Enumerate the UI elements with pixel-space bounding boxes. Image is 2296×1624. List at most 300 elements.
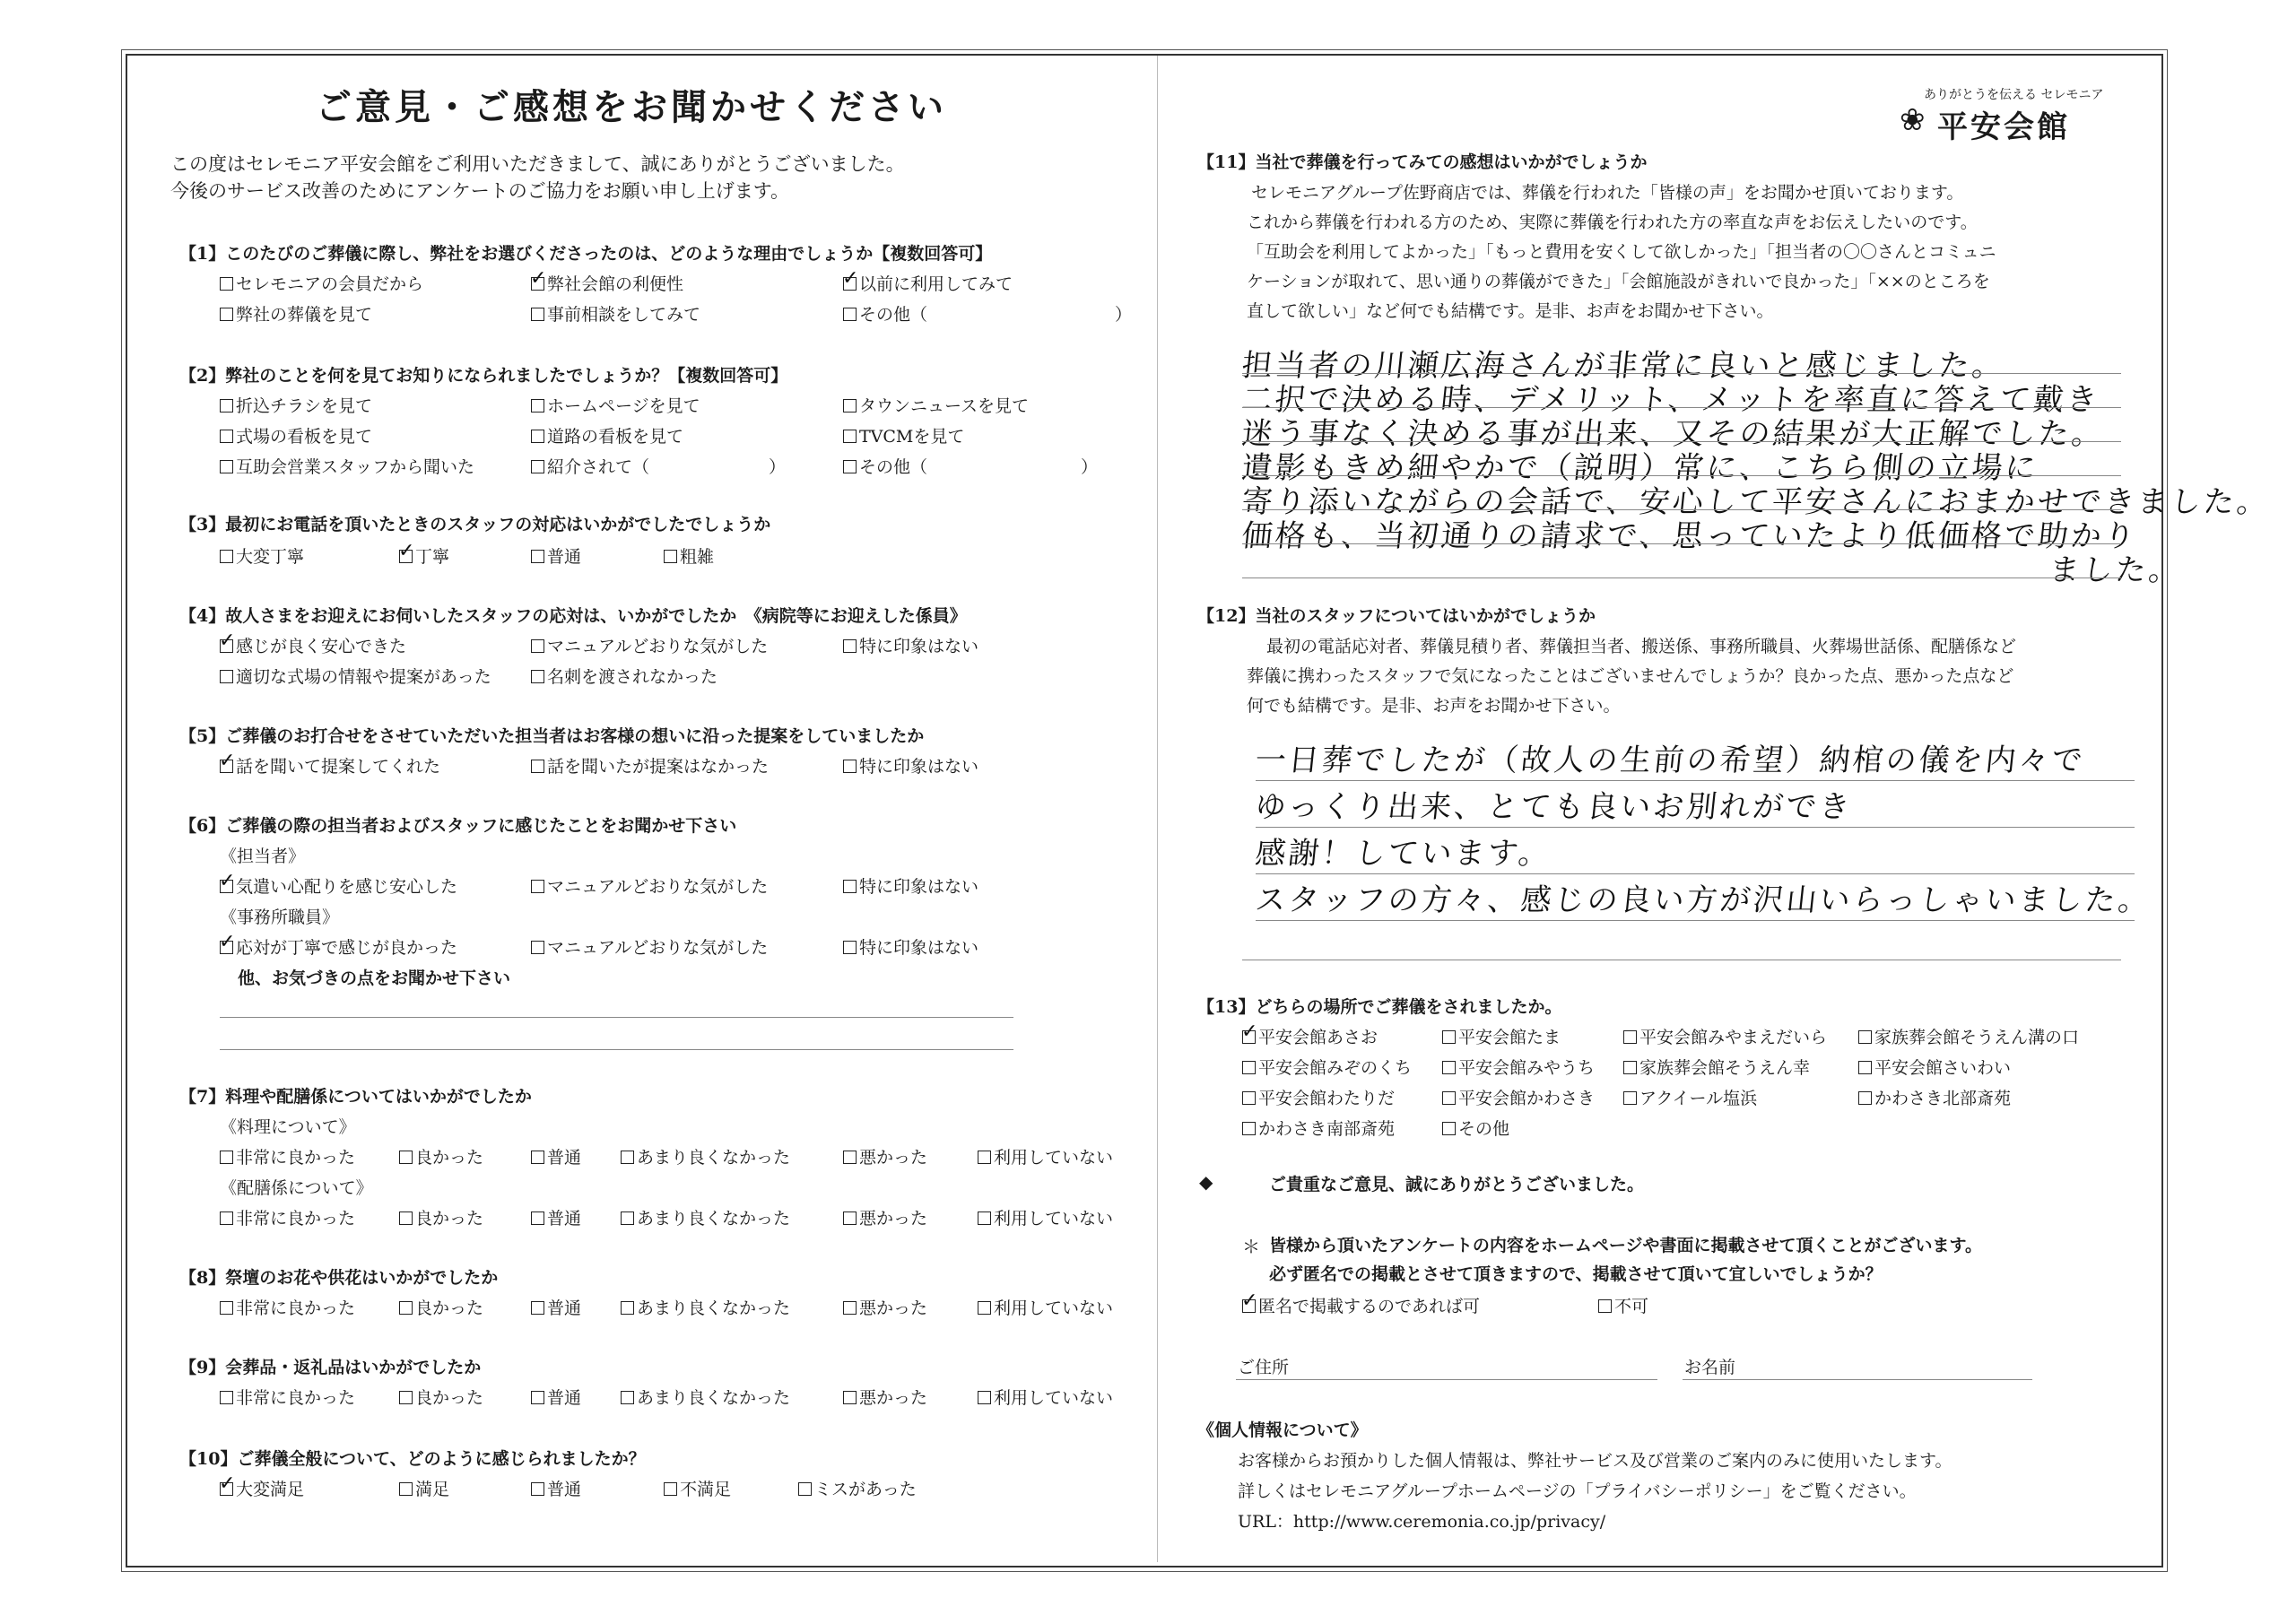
q7b-rating-3-checkbox[interactable] xyxy=(531,1211,544,1225)
q5-option-1[interactable] xyxy=(220,753,440,777)
q1-option-3-label: 以前に利用してみて xyxy=(859,274,1013,294)
q7b-rating-4-label: あまり良くなかった xyxy=(637,1209,791,1229)
q9-rating-4-label: あまり良くなかった xyxy=(637,1388,791,1408)
q8-rating-2-label: 良かった xyxy=(415,1298,484,1318)
q8-rating-4-checkbox[interactable] xyxy=(621,1301,634,1315)
q7a-rating-6-checkbox[interactable] xyxy=(978,1151,991,1164)
q13-option-2-label: 平安会館たま xyxy=(1458,1028,1561,1047)
publish-line-2: 必ず匿名での掲載とさせて頂きますので、掲載させて頂いて宜しいでしょうか？ xyxy=(1269,1264,1883,1284)
publish-no-option[interactable] xyxy=(1598,1293,1648,1317)
q5-option-1-label: 話を聞いて提案してくれた xyxy=(236,757,441,777)
q10-option-1-label: 大変満足 xyxy=(236,1480,305,1499)
q9-rating-4[interactable] xyxy=(621,1385,790,1409)
q10-option-1[interactable] xyxy=(220,1476,304,1500)
q8-rating-3[interactable] xyxy=(531,1295,581,1319)
q13-option-10[interactable] xyxy=(1442,1085,1595,1109)
q7-sub2: 《配膳係について》 xyxy=(220,1178,373,1198)
q8-rating-5-checkbox[interactable] xyxy=(843,1301,857,1315)
q10-option-3-checkbox[interactable] xyxy=(531,1482,544,1496)
q13-option-8-checkbox[interactable] xyxy=(1858,1061,1872,1074)
publish-no-checkbox[interactable] xyxy=(1598,1299,1612,1313)
q13-option-7-checkbox[interactable] xyxy=(1623,1061,1637,1074)
q6a-option-3-label: 特に印象はない xyxy=(859,877,979,897)
q4-option-1-checkbox[interactable] xyxy=(220,639,233,653)
q9-label: 【9】会葬品・返礼品はいかがでしたか xyxy=(179,1358,482,1377)
q7b-rating-5-label: 悪かった xyxy=(859,1209,928,1229)
q13-option-4[interactable] xyxy=(1858,1024,2079,1048)
q1-option-5[interactable] xyxy=(531,301,700,326)
q7b-rating-1[interactable] xyxy=(220,1205,355,1229)
q7b-rating-3[interactable] xyxy=(531,1205,581,1229)
q6a-option-3[interactable] xyxy=(843,873,978,898)
diamond-icon: ◆ xyxy=(1199,1171,1213,1193)
privacy-url[interactable]: URL：http://www.ceremonia.co.jp/privacy/ xyxy=(1238,1512,1606,1532)
q10-option-2-label: 満足 xyxy=(415,1480,450,1499)
q1-option-4-checkbox[interactable] xyxy=(220,308,233,321)
q12hand-rule-4 xyxy=(1256,920,2135,921)
q7a-rating-6[interactable] xyxy=(978,1144,1113,1168)
q8-rating-2-checkbox[interactable] xyxy=(399,1301,413,1315)
q1-label: 【1】このたびのご葬儀に際し、弊社をお選びくださったのは、どのような理由でしょうか【複数回答可】 xyxy=(179,244,993,264)
q13-option-2-checkbox[interactable] xyxy=(1442,1030,1456,1044)
q8-rating-1[interactable] xyxy=(220,1295,355,1319)
q10-option-5[interactable] xyxy=(798,1476,917,1500)
q13-option-6-checkbox[interactable] xyxy=(1442,1061,1456,1074)
q3-option-1-label: 大変丁寧 xyxy=(236,547,305,567)
q13-option-6-label: 平安会館みやうち xyxy=(1458,1058,1596,1078)
q7a-rating-1-checkbox[interactable] xyxy=(220,1151,233,1164)
privacy-heading: 《個人情報について》 xyxy=(1197,1420,1368,1440)
intro-line-2: 今後のサービス改善のためにアンケートのご協力をお願い申し上げます。 xyxy=(170,180,790,202)
q1-option-6-label: その他（ ） xyxy=(859,305,1133,325)
q13-option-1-checkbox[interactable] xyxy=(1242,1030,1256,1044)
q8-rating-2[interactable] xyxy=(399,1295,483,1319)
q10-option-4-label: 不満足 xyxy=(680,1480,732,1499)
q13-option-4-checkbox[interactable] xyxy=(1858,1030,1872,1044)
q10-option-3[interactable] xyxy=(531,1476,581,1500)
q2-option-7-checkbox[interactable] xyxy=(220,460,233,473)
q1-option-2-checkbox[interactable] xyxy=(531,277,544,291)
q9-rating-5[interactable] xyxy=(843,1385,927,1409)
q7b-rating-4[interactable] xyxy=(621,1205,790,1229)
q2-option-4-checkbox[interactable] xyxy=(220,430,233,443)
q8-rating-3-label: 普通 xyxy=(547,1298,582,1318)
q13-option-9-checkbox[interactable] xyxy=(1242,1091,1256,1105)
q1-option-3[interactable] xyxy=(843,271,1013,295)
q8-rating-6[interactable] xyxy=(978,1295,1113,1319)
q9-rating-3-label: 普通 xyxy=(547,1388,582,1408)
q13-option-11[interactable] xyxy=(1623,1085,1757,1109)
q12desc-line-3: 何でも結構です。是非、お声をお聞かせ下さい。 xyxy=(1247,696,1621,716)
q7a-rating-4[interactable] xyxy=(621,1144,790,1168)
q11hand-rule-6 xyxy=(1242,543,2121,544)
q8-rating-1-label: 非常に良かった xyxy=(236,1298,356,1318)
thanks-text: ご貴重なご意見、誠にありがとうございました。 xyxy=(1269,1175,1645,1194)
q1-option-1-label: セレモニアの会員だから xyxy=(236,274,424,294)
q6b-option-3-label: 特に印象はない xyxy=(859,938,979,958)
q12desc-line-1: 最初の電話応対者、葬儀見積り者、葬儀担当者、搬送係、事務所職員、火葬場世話係、配膳係など xyxy=(1266,637,2017,656)
q7a-rating-5-label: 悪かった xyxy=(859,1148,928,1168)
q6b-option-2-checkbox[interactable] xyxy=(531,941,544,954)
q2-option-1-label: 折込チラシを見て xyxy=(236,396,373,416)
privacy-line-1: お客様からお預かりした個人情報は、弊社サービス及び営業のご案内のみに使用いたします。 xyxy=(1238,1451,1952,1471)
q4-option-5-label: 名刺を渡されなかった xyxy=(547,667,718,687)
q6-write-line-1 xyxy=(220,1017,1013,1018)
q8-rating-1-checkbox[interactable] xyxy=(220,1301,233,1315)
q11hand-rule-1 xyxy=(1242,373,2121,374)
q5-option-1-checkbox[interactable] xyxy=(220,760,233,773)
q2-option-9-label: その他（ ） xyxy=(859,457,1099,477)
q9-rating-6-label: 利用していない xyxy=(994,1388,1114,1408)
q13-option-8-label: 平安会館さいわい xyxy=(1874,1058,2012,1078)
q2-label: 【2】弊社のことを何を見てお知りになられましたでしょうか？【複数回答可】 xyxy=(179,366,788,386)
q7-sub1: 《料理について》 xyxy=(220,1117,356,1137)
q3-option-3[interactable] xyxy=(531,543,581,568)
q7-label: 【7】料理や配膳係についてはいかがでしたか xyxy=(179,1087,532,1107)
logo-tagline: ありがとうを伝える セレモニア xyxy=(1924,88,2104,102)
q13-option-4-label: 家族葬会館そうえん溝の口 xyxy=(1874,1028,2080,1047)
page-fold xyxy=(1157,56,1158,1562)
q7b-rating-6-label: 利用していない xyxy=(994,1209,1114,1229)
q4-option-5-checkbox[interactable] xyxy=(531,670,544,683)
name-field[interactable] xyxy=(1683,1379,2032,1380)
q13-option-3-checkbox[interactable] xyxy=(1623,1030,1637,1044)
q1-option-2-label: 弊社会館の利便性 xyxy=(547,274,684,294)
q3-option-3-label: 普通 xyxy=(547,547,582,567)
q7b-rating-1-checkbox[interactable] xyxy=(220,1211,233,1225)
q5-option-3-label: 特に印象はない xyxy=(859,757,979,777)
q9-rating-6-checkbox[interactable] xyxy=(978,1391,991,1404)
q4-option-5[interactable] xyxy=(531,664,718,688)
q13-option-9[interactable] xyxy=(1242,1085,1395,1109)
q11-label: 【11】当社で葬儀を行ってみての感想はいかがでしょうか xyxy=(1197,152,1648,172)
privacy-line-2: 詳しくはセレモニアグループホームページの「プライバシーポリシー」をご覧ください。 xyxy=(1238,1481,1917,1501)
q3-option-4-label: 粗雑 xyxy=(680,547,715,567)
q5-option-3-checkbox[interactable] xyxy=(843,760,857,773)
q6b-option-1[interactable] xyxy=(220,934,457,959)
q1-option-5-label: 事前相談をしてみて xyxy=(547,305,701,325)
q13-option-2[interactable] xyxy=(1442,1024,1561,1048)
q2-option-9-checkbox[interactable] xyxy=(843,460,857,473)
q4-option-1[interactable] xyxy=(220,633,406,657)
q2-option-7[interactable] xyxy=(220,454,474,478)
q7a-rating-2[interactable] xyxy=(399,1144,483,1168)
page-title: ご意見・ご感想をお聞かせください xyxy=(316,86,947,128)
q11handwriting-line-3: 迷う事なく決める事が出来、又その結果が大正解でした。 xyxy=(1239,416,2107,452)
q3-option-2-checkbox[interactable] xyxy=(399,550,413,563)
q2-option-1-checkbox[interactable] xyxy=(220,399,233,413)
q6a-option-2[interactable] xyxy=(531,873,768,898)
q7b-rating-3-label: 普通 xyxy=(547,1209,582,1229)
q11desc-line-2: これから葬儀を行われる方のため、実際に葬儀を行われた方の率直な声をお伝えしたいのです。 xyxy=(1247,213,1978,232)
q4-option-3-checkbox[interactable] xyxy=(843,639,857,653)
q1-option-4-label: 弊社の葬儀を見て xyxy=(236,305,373,325)
q1-option-4[interactable] xyxy=(220,301,372,326)
q12-label: 【12】当社のスタッフについてはいかがでしょうか xyxy=(1197,606,1596,626)
q5-option-2[interactable] xyxy=(531,753,769,777)
q10-option-4-checkbox[interactable] xyxy=(664,1482,677,1496)
q11hand-rule-2 xyxy=(1242,407,2121,408)
q8-rating-4-label: あまり良くなかった xyxy=(637,1298,791,1318)
q13-option-3-label: 平安会館みやまえだいら xyxy=(1639,1028,1828,1047)
q5-label: 【5】ご葬儀のお打合せをさせていただいた担当者はお客様の想いに沿った提案をしていましたか xyxy=(179,726,925,746)
q1-option-6-checkbox[interactable] xyxy=(843,308,857,321)
q9-rating-1[interactable] xyxy=(220,1385,355,1409)
q7a-rating-1-label: 非常に良かった xyxy=(236,1148,356,1168)
q2-option-3-checkbox[interactable] xyxy=(843,399,857,413)
q12hand-rule-2 xyxy=(1256,827,2135,828)
q2-option-6[interactable] xyxy=(843,423,964,447)
q9-rating-6[interactable] xyxy=(978,1385,1113,1409)
q9-rating-1-label: 非常に良かった xyxy=(236,1388,356,1408)
q7b-rating-4-checkbox[interactable] xyxy=(621,1211,634,1225)
q7b-rating-2[interactable] xyxy=(399,1205,483,1229)
q2-option-8-label: 紹介されて（ ） xyxy=(547,457,787,477)
q10-option-2[interactable] xyxy=(399,1476,449,1500)
q2-option-5-checkbox[interactable] xyxy=(531,430,544,443)
q13-option-10-checkbox[interactable] xyxy=(1442,1091,1456,1105)
q13-option-14-checkbox[interactable] xyxy=(1442,1122,1456,1135)
q12handwriting-line-2: ゆっくり出来、とても良いお別れができ xyxy=(1253,789,1855,825)
q3-option-4-checkbox[interactable] xyxy=(664,550,677,563)
q4-option-3[interactable] xyxy=(843,633,978,657)
q13-option-10-label: 平安会館かわさき xyxy=(1458,1089,1596,1108)
q10-option-5-label: ミスがあった xyxy=(814,1480,917,1499)
q13-option-13-checkbox[interactable] xyxy=(1242,1122,1256,1135)
q9-rating-4-checkbox[interactable] xyxy=(621,1391,634,1404)
q2-option-4[interactable] xyxy=(220,423,372,447)
q11desc-line-1: セレモニアグループ佐野商店では、葬儀を行われた「皆様の声」をお聞かせ頂いております。 xyxy=(1251,183,1964,203)
q11hand-rule-4 xyxy=(1242,475,2121,476)
q11desc-line-5: 直して欲しい」など何でも結構です。是非、お声をお聞かせ下さい。 xyxy=(1247,301,1774,321)
q13-label: 【13】どちらの場所でご葬儀をされましたか。 xyxy=(1197,997,1562,1017)
q11handwriting-line-1: 担当者の川瀬広海さんが非常に良いと感じました。 xyxy=(1239,348,2007,384)
q9-rating-5-label: 悪かった xyxy=(859,1388,928,1408)
q6a-option-1[interactable] xyxy=(220,873,457,898)
q2-option-3-label: タウンニュースを見て xyxy=(859,396,1030,416)
q13-option-13[interactable] xyxy=(1242,1116,1395,1140)
q1-option-6[interactable] xyxy=(843,301,1132,326)
q6a-option-3-checkbox[interactable] xyxy=(843,880,857,893)
intro-line-1: この度はセレモニア平安会館をご利用いただきまして、誠にありがとうございました。 xyxy=(170,153,905,175)
q9-rating-2-checkbox[interactable] xyxy=(399,1391,413,1404)
q11desc-line-3: 「互助会を利用してよかった」「もっと費用を安くして欲しかった」「担当者の〇〇さんとコミュニ xyxy=(1247,242,1996,262)
q11handwriting-line-4: 遺影もきめ細やかで（説明）常に、こちら側の立場に xyxy=(1239,450,2040,486)
q11handwriting-line-7: ました。 xyxy=(2047,552,2184,588)
q7a-rating-3-label: 普通 xyxy=(547,1148,582,1168)
q2-option-7-label: 互助会営業スタッフから聞いた xyxy=(236,457,475,477)
q3-option-2[interactable] xyxy=(399,543,449,568)
q4-option-4[interactable] xyxy=(220,664,491,688)
q13-option-14[interactable] xyxy=(1442,1116,1509,1140)
q5-option-2-checkbox[interactable] xyxy=(531,760,544,773)
q7a-rating-6-label: 利用していない xyxy=(994,1148,1114,1168)
q7b-rating-5[interactable] xyxy=(843,1205,927,1229)
q13-option-5-checkbox[interactable] xyxy=(1242,1061,1256,1074)
publish-line-1: 皆様から頂いたアンケートの内容をホームページや書面に掲載させて頂くことがございます。 xyxy=(1269,1236,1982,1255)
q6b-option-2-label: マニュアルどおりな気がした xyxy=(547,938,769,958)
q7a-rating-2-checkbox[interactable] xyxy=(399,1151,413,1164)
q13-option-8[interactable] xyxy=(1858,1055,2011,1079)
q11handwriting-line-5: 寄り添いながらの会話で、安心して平安さんにおまかせできました。 xyxy=(1239,484,2273,520)
q13-option-12[interactable] xyxy=(1858,1085,2011,1109)
q2-option-1[interactable] xyxy=(220,393,372,417)
q13-option-12-checkbox[interactable] xyxy=(1858,1091,1872,1105)
q13-option-11-checkbox[interactable] xyxy=(1623,1091,1637,1105)
q11hand-rule-3 xyxy=(1242,441,2121,442)
q9-rating-5-checkbox[interactable] xyxy=(843,1391,857,1404)
q3-option-1[interactable] xyxy=(220,543,304,568)
q6-other-label: 他、お気づきの点をお聞かせ下さい xyxy=(238,968,511,988)
q13-option-1[interactable] xyxy=(1242,1024,1378,1048)
q4-option-4-checkbox[interactable] xyxy=(220,670,233,683)
q5-option-2-label: 話を聞いたが提案はなかった xyxy=(547,757,770,777)
q6a-option-1-checkbox[interactable] xyxy=(220,880,233,893)
q4-option-2[interactable] xyxy=(531,633,768,657)
q3-option-1-checkbox[interactable] xyxy=(220,550,233,563)
q3-label: 【3】最初にお電話を頂いたときのスタッフの対応はいかがでしたでしょうか xyxy=(179,515,771,534)
publish-yes-label: 匿名で掲載するのであれば可 xyxy=(1258,1297,1481,1316)
q9-rating-1-checkbox[interactable] xyxy=(220,1391,233,1404)
q8-rating-6-label: 利用していない xyxy=(994,1298,1114,1318)
q7a-rating-1[interactable] xyxy=(220,1144,355,1168)
q7b-rating-5-checkbox[interactable] xyxy=(843,1211,857,1225)
q1-option-1[interactable] xyxy=(220,271,423,295)
q7a-rating-4-checkbox[interactable] xyxy=(621,1151,634,1164)
q6-write-line-2 xyxy=(220,1049,1013,1050)
q1-option-1-checkbox[interactable] xyxy=(220,277,233,291)
q2-option-4-label: 式場の看板を見て xyxy=(236,427,373,447)
q2-option-8-checkbox[interactable] xyxy=(531,460,544,473)
q4-option-2-label: マニュアルどおりな気がした xyxy=(547,637,769,656)
q13-option-3[interactable] xyxy=(1623,1024,1827,1048)
q6-sub1: 《担当者》 xyxy=(220,847,306,866)
q6a-option-2-label: マニュアルどおりな気がした xyxy=(547,877,769,897)
q10-option-2-checkbox[interactable] xyxy=(399,1482,413,1496)
q3-option-2-label: 丁寧 xyxy=(415,547,450,567)
q13-option-9-label: 平安会館わたりだ xyxy=(1258,1089,1396,1108)
q7a-rating-3-checkbox[interactable] xyxy=(531,1151,544,1164)
q13-option-1-label: 平安会館あさお xyxy=(1258,1028,1378,1047)
q9-rating-3-checkbox[interactable] xyxy=(531,1391,544,1404)
q3-option-3-checkbox[interactable] xyxy=(531,550,544,563)
q2-option-2-checkbox[interactable] xyxy=(531,399,544,413)
q10-option-3-label: 普通 xyxy=(547,1480,582,1499)
logo-name: 平安会館 xyxy=(1937,109,2070,145)
q2-option-9[interactable] xyxy=(843,454,1098,478)
q6a-option-2-checkbox[interactable] xyxy=(531,880,544,893)
q4-label: 【4】故人さまをお迎えにお伺いしたスタッフの応対は、いかがでしたか 《病院等にお迎えした係員》 xyxy=(179,606,967,626)
publish-yes-option[interactable] xyxy=(1242,1293,1480,1317)
q2-option-8[interactable] xyxy=(531,454,786,478)
q7b-rating-6-checkbox[interactable] xyxy=(978,1211,991,1225)
q13-option-7-label: 家族葬会館そうえん幸 xyxy=(1639,1058,1811,1078)
q6b-option-1-label: 応対が丁寧で感じが良かった xyxy=(236,938,458,958)
name-label: お名前 xyxy=(1684,1358,1736,1377)
q7b-rating-6[interactable] xyxy=(978,1205,1113,1229)
q7a-rating-3[interactable] xyxy=(531,1144,581,1168)
q11desc-line-4: ケーションが取れて、思い通りの葬儀ができた」「会館施設がきれいで良かった」「××のところを xyxy=(1247,272,1990,291)
q8-rating-6-checkbox[interactable] xyxy=(978,1301,991,1315)
q10-label: 【10】ご葬儀全般について、どのように感じられましたか？ xyxy=(179,1449,646,1469)
q13-option-12-label: かわさき北部斎苑 xyxy=(1874,1089,2012,1108)
q2-option-2-label: ホームページを見て xyxy=(547,396,700,416)
q7a-rating-5-checkbox[interactable] xyxy=(843,1151,857,1164)
q2-option-6-checkbox[interactable] xyxy=(843,430,857,443)
q2-option-6-label: TVCMを見て xyxy=(859,427,965,447)
q11handwriting-line-6: 価格も、当初通りの請求で、思っていたより低価格で助かり xyxy=(1239,518,2140,554)
q7b-rating-1-label: 非常に良かった xyxy=(236,1209,356,1229)
q8-rating-5[interactable] xyxy=(843,1295,927,1319)
flower-logo-icon: ❀ xyxy=(1900,102,1926,138)
q12handwriting-line-1: 一日葬でしたが（故人の生前の希望）納棺の儀を内々で xyxy=(1253,743,2087,778)
q1-option-2[interactable] xyxy=(531,271,683,295)
q12handwriting-line-4: スタッフの方々、感じの良い方が沢山いらっしゃいました。 xyxy=(1253,882,2153,918)
q13-option-11-label: アクイール塩浜 xyxy=(1639,1089,1758,1108)
q7a-rating-2-label: 良かった xyxy=(415,1148,484,1168)
q2-option-5[interactable] xyxy=(531,423,683,447)
q1-option-3-checkbox[interactable] xyxy=(843,277,857,291)
address-label: ご住所 xyxy=(1238,1358,1290,1377)
q12handwriting-line-3: 感謝！しています。 xyxy=(1253,836,1554,872)
q10-option-5-checkbox[interactable] xyxy=(798,1482,812,1496)
q13-option-5[interactable] xyxy=(1242,1055,1412,1079)
q9-rating-3[interactable] xyxy=(531,1385,581,1409)
q6-label: 【6】ご葬儀の際の担当者およびスタッフに感じたことをお聞かせ下さい xyxy=(179,816,737,836)
q3-option-4[interactable] xyxy=(664,543,714,568)
q8-label: 【8】祭壇のお花や供花はいかがでしたか xyxy=(179,1268,499,1288)
q7a-rating-4-label: あまり良くなかった xyxy=(637,1148,791,1168)
q13-option-7[interactable] xyxy=(1623,1055,1810,1079)
q6b-option-3-checkbox[interactable] xyxy=(843,941,857,954)
q9-rating-2[interactable] xyxy=(399,1385,483,1409)
q4-option-2-checkbox[interactable] xyxy=(531,639,544,653)
q6b-option-1-checkbox[interactable] xyxy=(220,941,233,954)
q12hand-rule-3 xyxy=(1256,873,2135,874)
q2-option-3[interactable] xyxy=(843,393,1029,417)
q4-option-1-label: 感じが良く安心できた xyxy=(236,637,407,656)
q7b-rating-2-label: 良かった xyxy=(415,1209,484,1229)
q2-option-5-label: 道路の看板を見て xyxy=(547,427,684,447)
q6b-option-2[interactable] xyxy=(531,934,768,959)
q8-rating-4[interactable] xyxy=(621,1295,790,1319)
q7b-rating-2-checkbox[interactable] xyxy=(399,1211,413,1225)
q11hand-rule-5 xyxy=(1242,509,2121,510)
q6a-option-1-label: 気遣い心配りを感じ安心した xyxy=(236,877,458,897)
q4-option-4-label: 適切な式場の情報や提案があった xyxy=(236,667,491,687)
q13-option-5-label: 平安会館みぞのくち xyxy=(1258,1058,1413,1078)
address-field[interactable] xyxy=(1236,1379,1657,1380)
q6b-option-3[interactable] xyxy=(843,934,978,959)
publish-yes-checkbox[interactable] xyxy=(1242,1299,1256,1313)
q8-rating-3-checkbox[interactable] xyxy=(531,1301,544,1315)
asterisk-icon: ＊ xyxy=(1242,1236,1260,1257)
q5-option-3[interactable] xyxy=(843,753,978,777)
q11handwriting-line-2: 二択で決める時、デメリット、メットを率直に答えて戴き xyxy=(1239,382,2101,418)
q6-sub2: 《事務所職員》 xyxy=(220,908,340,927)
q13-option-14-label: その他 xyxy=(1458,1119,1510,1139)
q13-option-6[interactable] xyxy=(1442,1055,1595,1079)
q12desc-line-2: 葬儀に携わったスタッフで気になったことはございませんでしょうか？良かった点、悪かった点など xyxy=(1247,666,2014,686)
q2-option-2[interactable] xyxy=(531,393,700,417)
q1-option-5-checkbox[interactable] xyxy=(531,308,544,321)
q10-option-4[interactable] xyxy=(664,1476,731,1500)
q9-rating-2-label: 良かった xyxy=(415,1388,484,1408)
q8-rating-5-label: 悪かった xyxy=(859,1298,928,1318)
q7a-rating-5[interactable] xyxy=(843,1144,927,1168)
q10-option-1-checkbox[interactable] xyxy=(220,1482,233,1496)
q12hand-rule-1 xyxy=(1256,780,2135,781)
